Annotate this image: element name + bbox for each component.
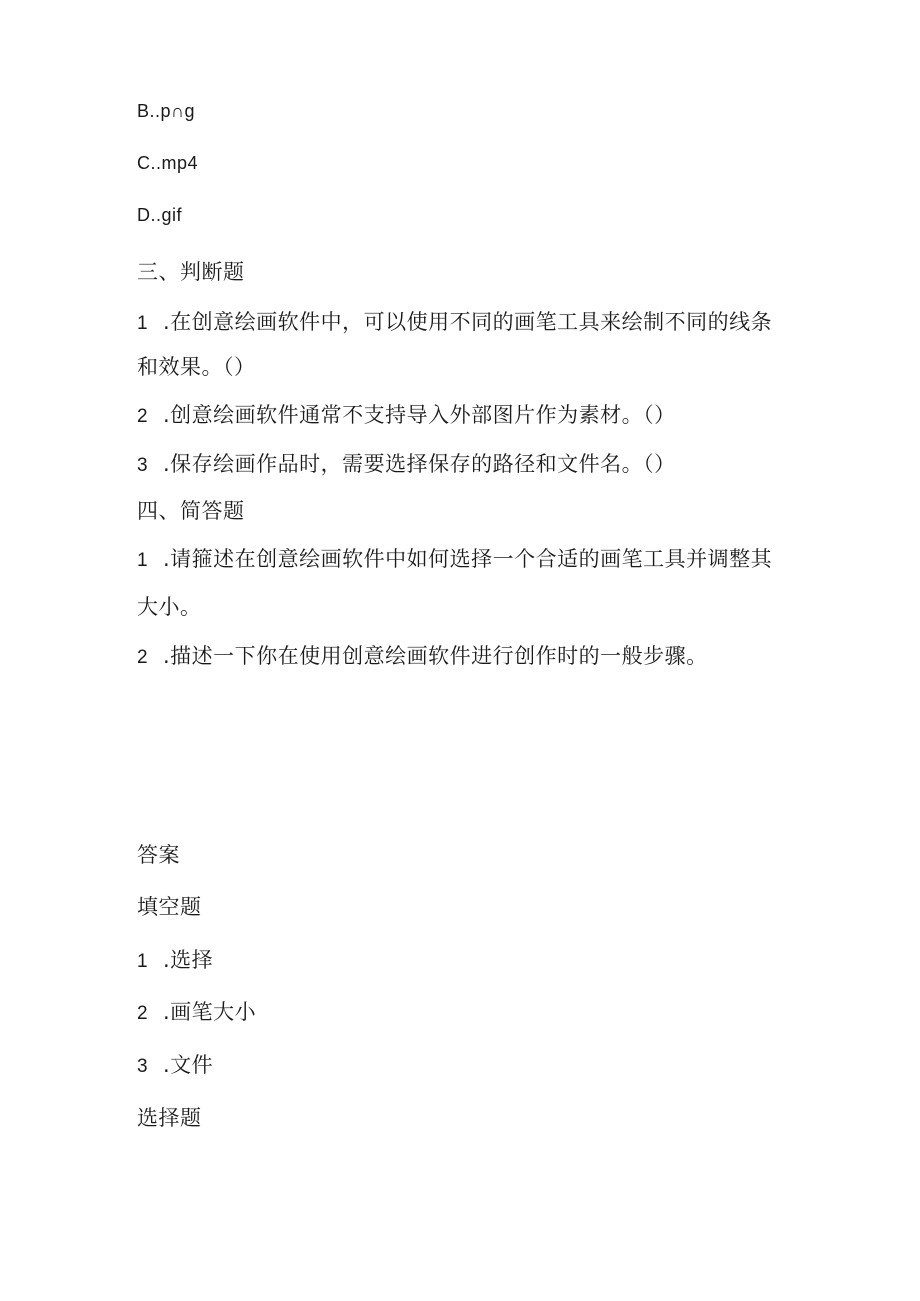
section-heading-short-answer: 四、简答题 [137,499,245,523]
question-number: 1 [137,550,149,571]
option-b: B..p∩g [137,101,195,121]
question-number: 3 [137,455,149,476]
tf-question-2 [137,402,676,430]
tf-question-1-line2: 和效果。（） [137,355,256,379]
section-heading-true-false: 三、判断题 [137,260,245,284]
fill-answer-2 [137,999,256,1027]
question-number: 2 [137,647,149,668]
question-number: 1 [137,313,149,334]
answer-number: 3 [137,1056,149,1077]
option-c: C..mp4 [137,153,199,173]
fill-blank-heading: 填空题 [137,895,202,919]
sa-question-2 [137,643,708,671]
answers-heading: 答案 [137,843,180,867]
fill-answer-1 [137,947,213,975]
question-text: .在创意绘画软件中，可以使用不同的画笔工具来绘制不同的线条 [163,310,773,334]
choice-heading: 选择题 [137,1106,202,1130]
tf-question-1-line1 [137,309,772,337]
answer-text: .文件 [163,1053,214,1077]
question-number: 2 [137,406,149,427]
sa-question-1-line2: 大小。 [137,595,202,619]
question-text: .描述一下你在使用创意绘画软件进行创作时的一般步骤。 [163,644,708,668]
fill-answer-3 [137,1052,213,1080]
answer-text: .选择 [163,948,214,972]
sa-question-1-line1 [137,546,772,574]
answer-number: 2 [137,1003,149,1024]
tf-question-3 [137,451,676,479]
question-text: .创意绘画软件通常不支持导入外部图片作为素材。（） [163,403,676,427]
answer-number: 1 [137,951,149,972]
question-text: .保存绘画作品时，需要选择保存的路径和文件名。（） [163,452,676,476]
answer-text: .画笔大小 [163,1000,257,1024]
option-d: D..gif [137,205,183,225]
question-text: .请箍述在创意绘画软件中如何选择一个合适的画笔工具并调整其 [163,547,773,571]
